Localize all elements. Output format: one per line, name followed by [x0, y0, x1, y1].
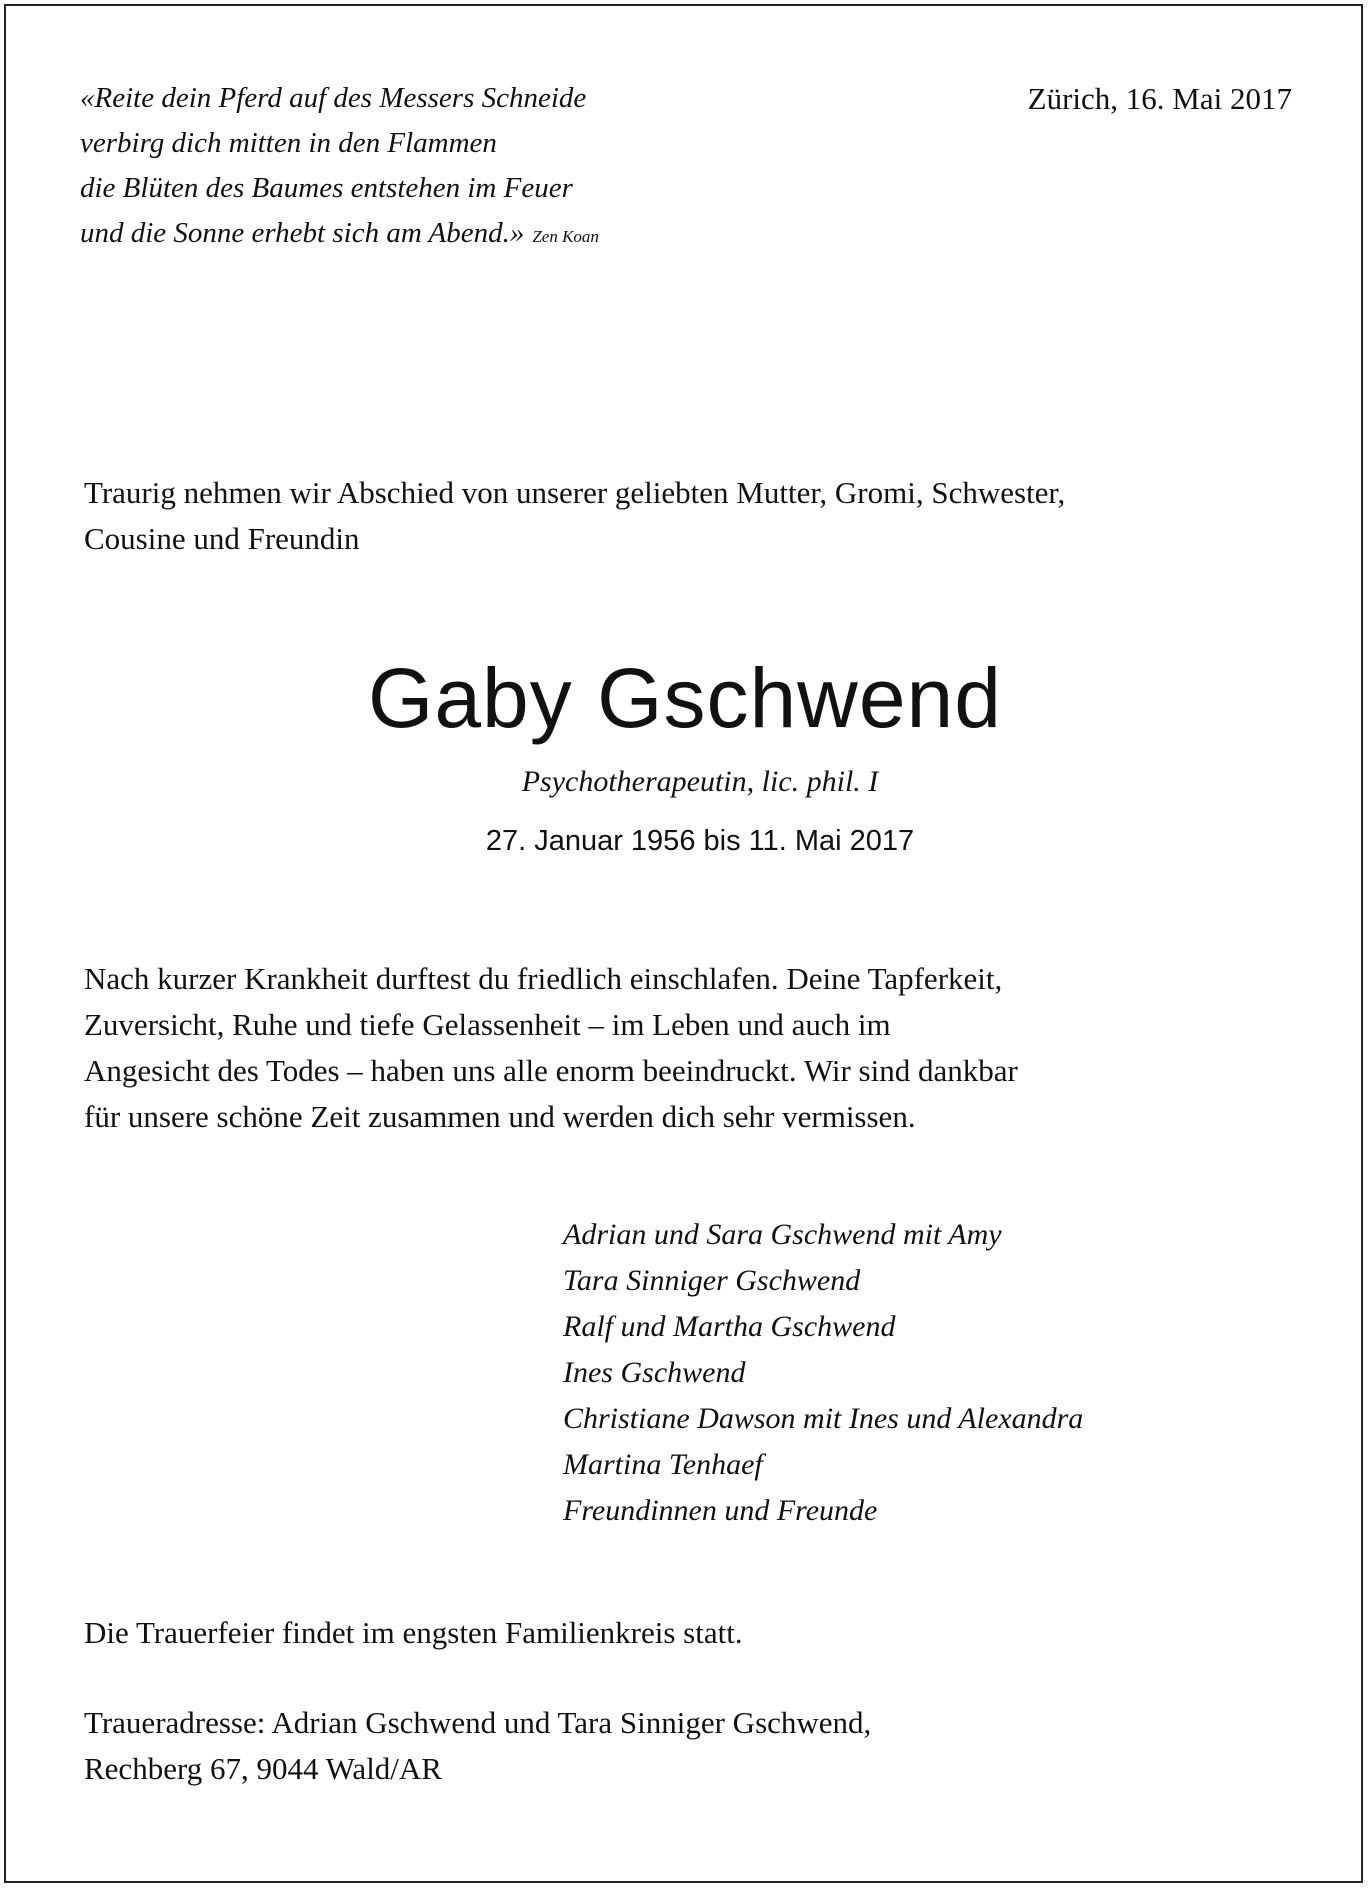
- quote-line: verbirg dich mitten in den Flammen: [80, 127, 497, 159]
- mourners-list: [563, 1212, 1263, 1534]
- epigraph-quote: [80, 76, 700, 259]
- message-line: Nach kurzer Krankheit durftest du friedlich einschlafen. Deine Tapferkeit,: [84, 961, 1003, 996]
- address-line: Traueradresse: Adrian Gschwend und Tara Sinniger Gschwend,: [84, 1705, 872, 1740]
- quote-line-text: und die Sonne erhebt sich am Abend.»: [80, 217, 525, 249]
- deceased-profession: Psychotherapeutin, lic. phil. I: [521, 765, 879, 798]
- mourner-entry: Tara Sinniger Gschwend: [563, 1264, 861, 1297]
- intro-line: Cousine und Freundin: [84, 521, 360, 556]
- farewell-message: [84, 956, 1284, 1140]
- message-line: Zuversicht, Ruhe und tiefe Gelassenheit – im Leben und auch im: [84, 1007, 891, 1042]
- deceased-name: Gaby Gschwend: [368, 651, 1002, 745]
- ceremony-note: Die Trauerfeier findet im engsten Familienkreis statt.: [84, 1615, 743, 1650]
- mourner-entry: Martina Tenhaef: [563, 1448, 763, 1481]
- address-line: Rechberg 67, 9044 Wald/AR: [84, 1751, 442, 1786]
- quote-source: Zen Koan: [532, 227, 599, 246]
- mourner-entry: Ines Gschwend: [563, 1356, 746, 1389]
- message-line: Angesicht des Todes – haben uns alle enorm beeindruckt. Wir sind dankbar: [84, 1053, 1018, 1088]
- mourning-address: [84, 1700, 871, 1792]
- intro-line: Traurig nehmen wir Abschied von unserer geliebten Mutter, Gromi, Schwester,: [84, 475, 1066, 510]
- life-dates: 27. Januar 1956 bis 11. Mai 2017: [485, 825, 915, 857]
- message-line: für unsere schöne Zeit zusammen und werden dich sehr vermissen.: [84, 1099, 916, 1134]
- page-border: [4, 4, 1363, 1883]
- quote-line: die Blüten des Baumes entstehen im Feuer: [80, 172, 573, 204]
- mourner-entry: Freundinnen und Freunde: [563, 1494, 878, 1527]
- mourner-entry: Ralf und Martha Gschwend: [563, 1310, 896, 1343]
- quote-line-last: [80, 211, 700, 259]
- place-and-date: Zürich, 16. Mai 2017: [1027, 81, 1292, 116]
- mourner-entry: Christiane Dawson mit Ines und Alexandra: [563, 1402, 1084, 1435]
- mourner-entry: Adrian und Sara Gschwend mit Amy: [563, 1218, 1002, 1251]
- quote-line: «Reite dein Pferd auf des Messers Schneide: [80, 82, 587, 114]
- intro-text: [84, 470, 1284, 562]
